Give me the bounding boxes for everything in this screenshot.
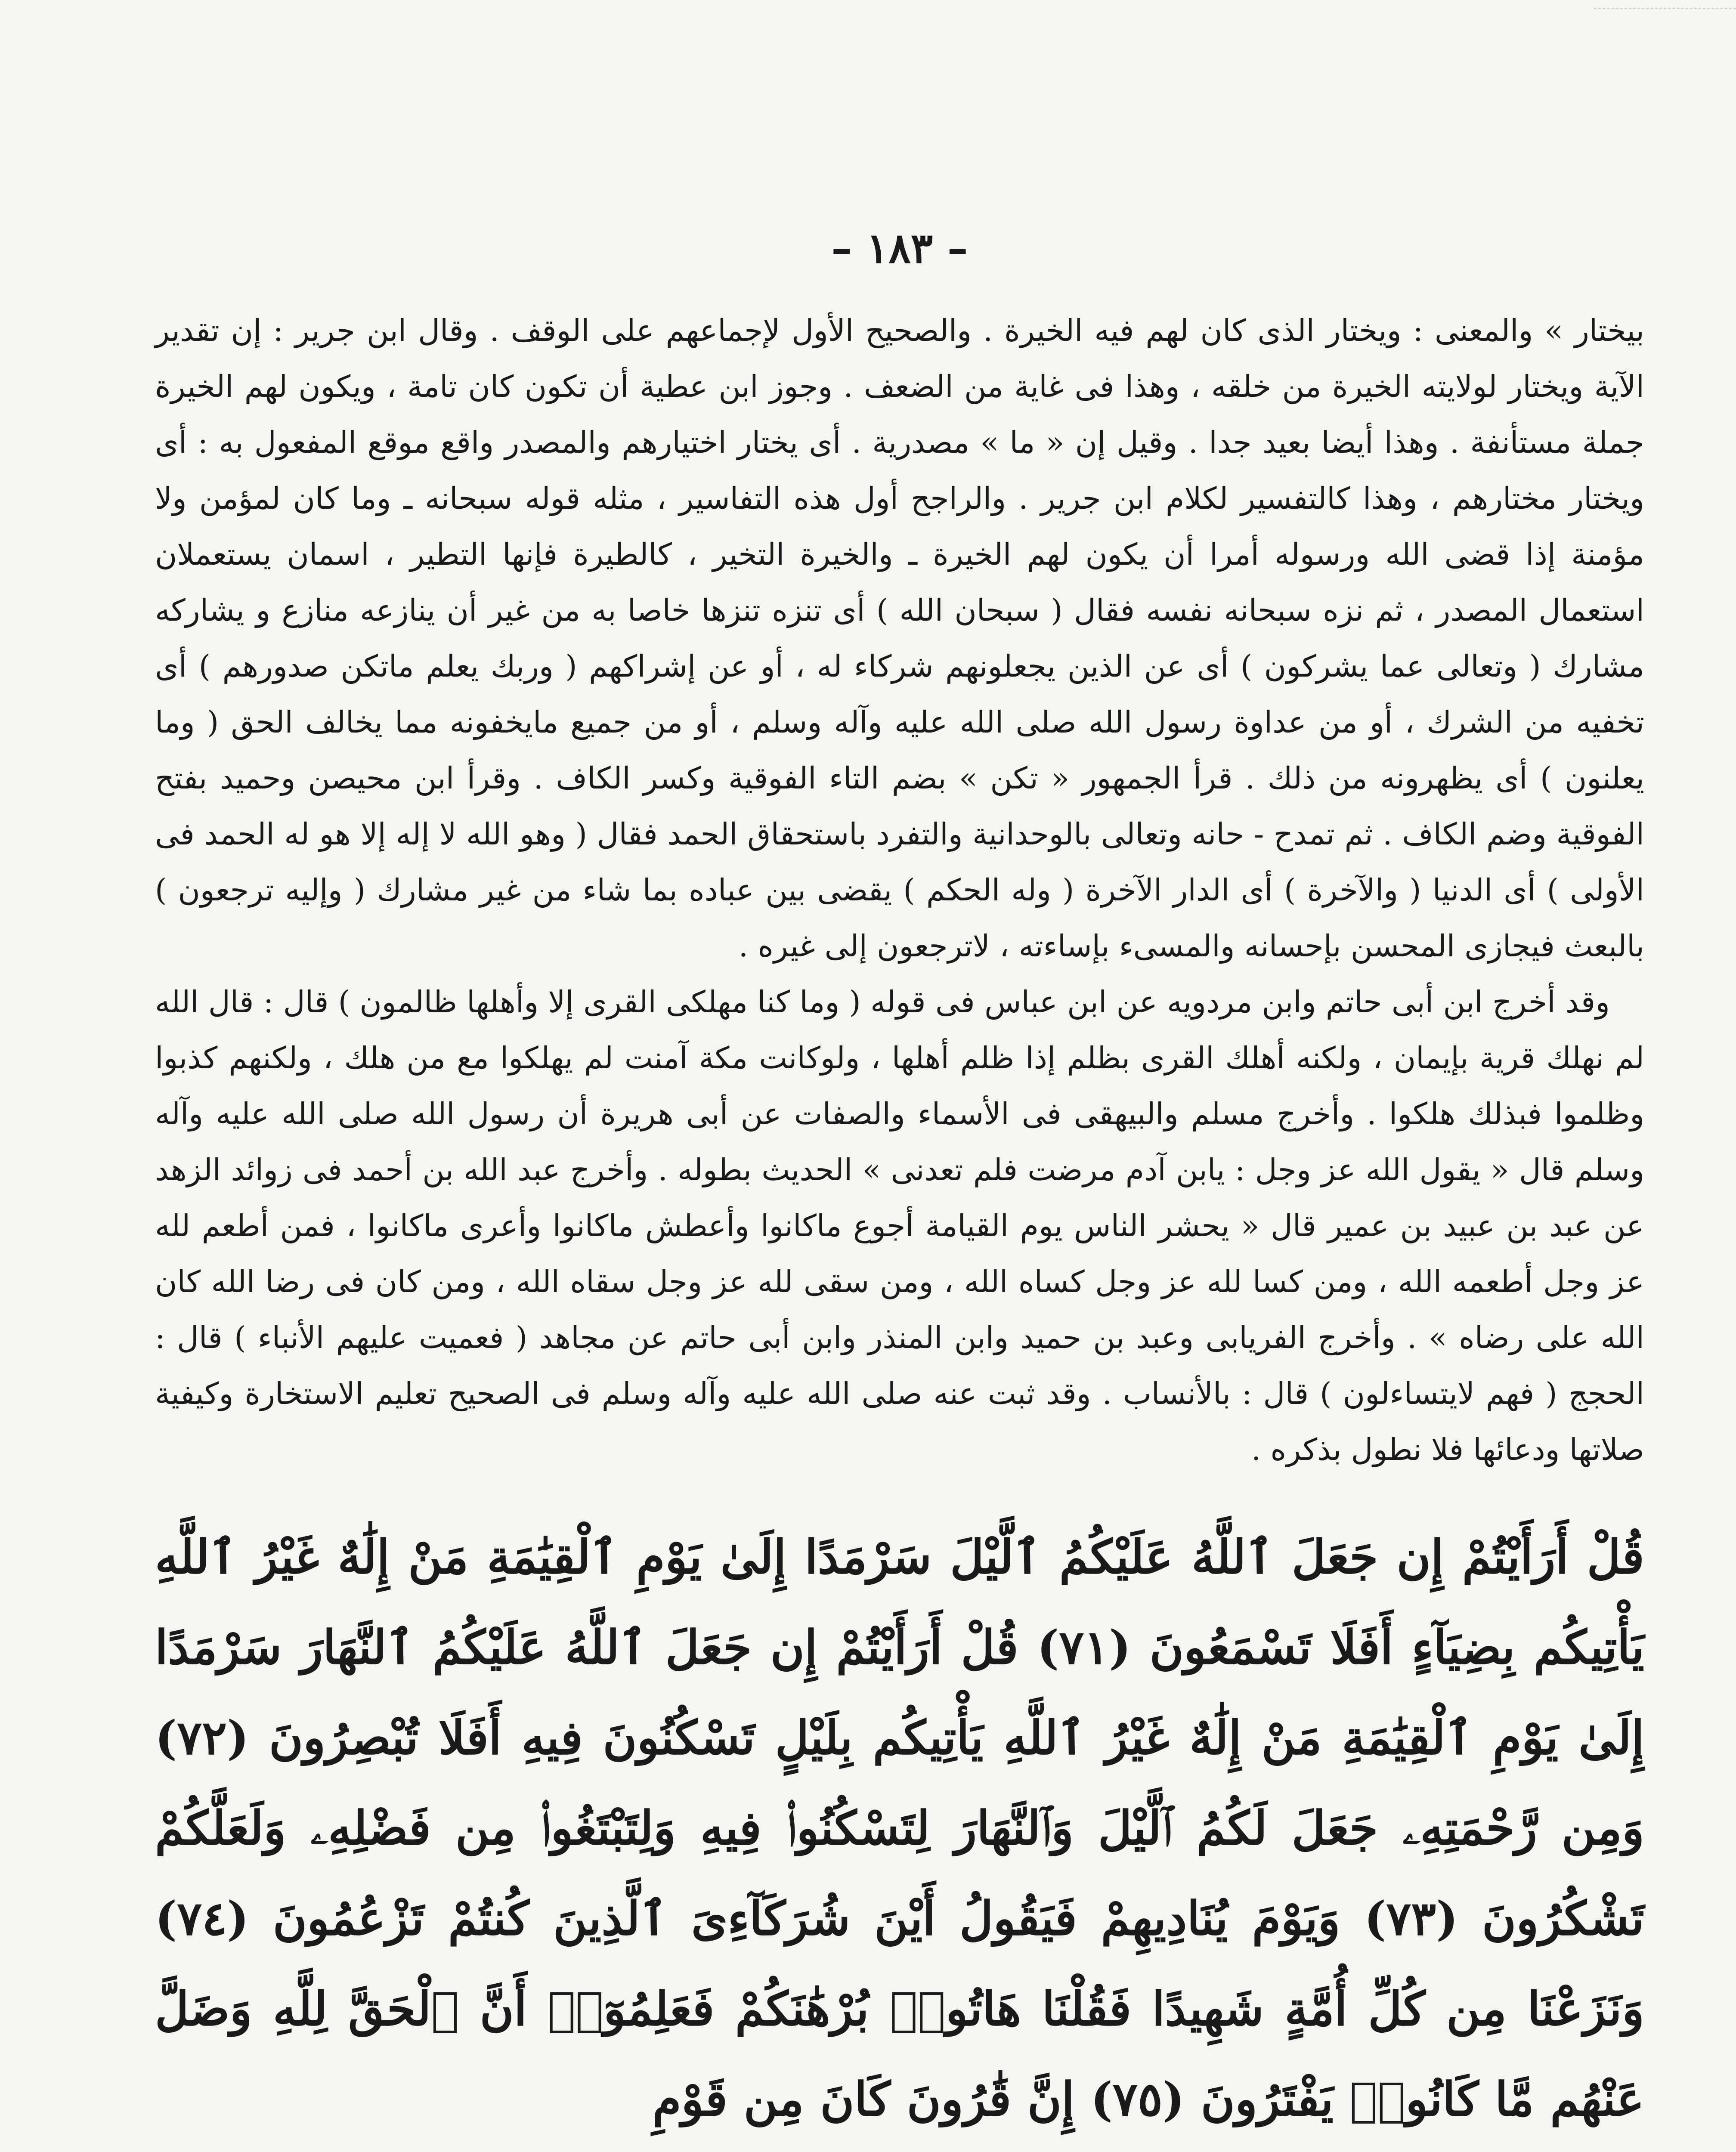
commentary-paragraph: بيختار » والمعنى : ويختار الذى كان لهم فيه الخيرة . والصحيح الأول لإجماعهم على الوقف . وقال ابن جرير : إن تقدير الآية ويختار لولايته الخيرة من خلقه ، وهذا فى غاية من الضعف . وجوز ابن عطية أن تكون كان تامة ، ويكون لهم الخيرة جملة مستأنفة . وهذا أيضا بعيد جدا . وقيل إن « ما » مصدرية . أى يختار اختيارهم والمصدر واقع موقع المفعول به : أى ويختار مختارهم ، وهذا كالتفسير لكلام ابن جرير . والراجح أول هذه التفاسير ، مثله قوله سبحانه ـ وما كان لمؤمن ولا مؤمنة إذا قضى الله ورسوله أمرا أن يكون لهم الخيرة ـ والخيرة التخير ، كالطيرة فإنها التطير ، اسمان يستعملان استعمال المصدر ، ثم نزه سبحانه نفسه فقال ( سبحان الله ) أى تنزه تنزها خاصا به من غير أن ينازعه منازع و يشاركه مشارك ( وتعالى عما يشركون ) أى عن الذين يجعلونهم شركاء له ، أو عن إشراكهم ( وربك يعلم ماتكن صدورهم ) أى تخفيه من الشرك ، أو من عداوة رسول الله صلى الله عليه وآله وسلم ، أو من جميع مايخفونه مما يخالف الحق ( وما يعلنون ) أى يظهرونه من ذلك . قرأ الجمهور « تكن » بضم التاء الفوقية وكسر الكاف . وقرأ ابن محيصن وحميد بفتح الفوقية وضم الكاف . ثم تمدح - حانه وتعالى بالوحدانية والتفرد باستحقاق الحمد فقال ( وهو الله لا إله إلا هو له الحمد فى الأولى ) أى الدنيا ( والآخرة ) أى الدار الآخرة ( وله الحكم ) يقضى بين عباده بما شاء من غير مشارك ( وإليه ترجعون ) بالبعث فيجازى المحسن بإحسانه والمسىء بإساءته ، لاترجعون إلى غيره . — [155, 313, 1644, 964]
quran-verses: قُلْ أَرَأَيْتُمْ إِن جَعَلَ ٱللَّهُ عَلَيْكُمُ ٱلَّيْلَ سَرْمَدًا إِلَىٰ يَوْمِ ٱلْقِيَٰمَةِ مَنْ إِلَٰهٌ غَيْرُ ٱللَّهِ يَأْتِيكُم بِضِيَآءٍ أَفَلَا تَسْمَعُونَ (٧١) قُلْ أَرَأَيْتُمْ إِن جَعَلَ ٱللَّهُ عَلَيْكُمُ ٱلنَّهَارَ سَرْمَدًا إِلَىٰ يَوْمِ ٱلْقِيَٰمَةِ مَنْ إِلَٰهٌ غَيْرُ ٱللَّهِ يَأْتِيكُم بِلَيْلٍ تَسْكُنُونَ فِيهِ أَفَلَا تُبْصِرُونَ (٧٢) وَمِن رَّحْمَتِهِۦ جَعَلَ لَكُمُ ٱلَّيْلَ وَٱلنَّهَارَ لِتَسْكُنُوا۟ فِيهِ وَلِتَبْتَغُوا۟ مِن فَضْلِهِۦ وَلَعَلَّكُمْ تَشْكُرُونَ (٧٣) وَيَوْمَ يُنَادِيهِمْ فَيَقُولُ أَيْنَ شُرَكَآءِىَ ٱلَّذِينَ كُنتُمْ تَزْعُمُونَ (٧٤) وَنَزَعْنَا مِن كُلِّ أُمَّةٍ شَهِيدًا فَقُلْنَا هَاتُوا۟ بُرْهَٰنَكُمْ فَعَلِمُوٓا۟ أَنَّ ٱلْحَقَّ لِلَّهِ وَضَلَّ عَنْهُم مَّا كَانُوا۟ يَفْتَرُونَ (٧٥) إِنَّ قَٰرُونَ كَانَ مِن قَوْمِ — [155, 1530, 1644, 2127]
commentary-paragraph: وقد أخرج ابن أبى حاتم وابن مردويه عن ابن عباس فى قوله ( وما كنا مهلكى القرى إلا وأهلها ظالمون ) قال : قال الله لم نهلك قرية بإيمان ، ولكنه أهلك القرى بظلم إذا ظلم أهلها ، ولوكانت مكة آمنت لم يهلكوا مع من هلك ، ولكنهم كذبوا وظلموا فبذلك هلكوا . وأخرج مسلم والبيهقى فى الأسماء والصفات عن أبى هريرة أن رسول الله صلى الله عليه وآله وسلم قال « يقول الله عز وجل : يابن آدم مرضت فلم تعدنى » الحديث بطوله . وأخرج عبد الله بن أحمد فى زوائد الزهد عن عبد بن عبيد بن عمير قال « يحشر الناس يوم القيامة أجوع ماكانوا وأعطش ماكانوا وأعرى ماكانوا ، فمن أطعم لله عز وجل أطعمه الله ، ومن كسا لله عز وجل كساه الله ، ومن سقى لله عز وجل سقاه الله ، ومن كان فى رضا الله كان الله على رضاه » . وأخرج الفريابى وعبد بن حميد وابن المنذر وابن أبى حاتم عن مجاهد ( فعميت عليهم الأنباء ) قال : الحجج ( فهم لايتساءلون ) قال : بالأنساب . وقد ثبت عنه صلى الله عليه وآله وسلم فى الصحيح تعليم الاستخارة وكيفية صلاتها ودعائها فلا نطول بذكره . — [155, 984, 1644, 1467]
commentary-text — [155, 303, 1644, 1478]
page-number: – ١٨٣ – — [831, 224, 968, 272]
scan-edge-mark — [1594, 8, 1736, 10]
book-page — [155, 224, 1644, 2152]
